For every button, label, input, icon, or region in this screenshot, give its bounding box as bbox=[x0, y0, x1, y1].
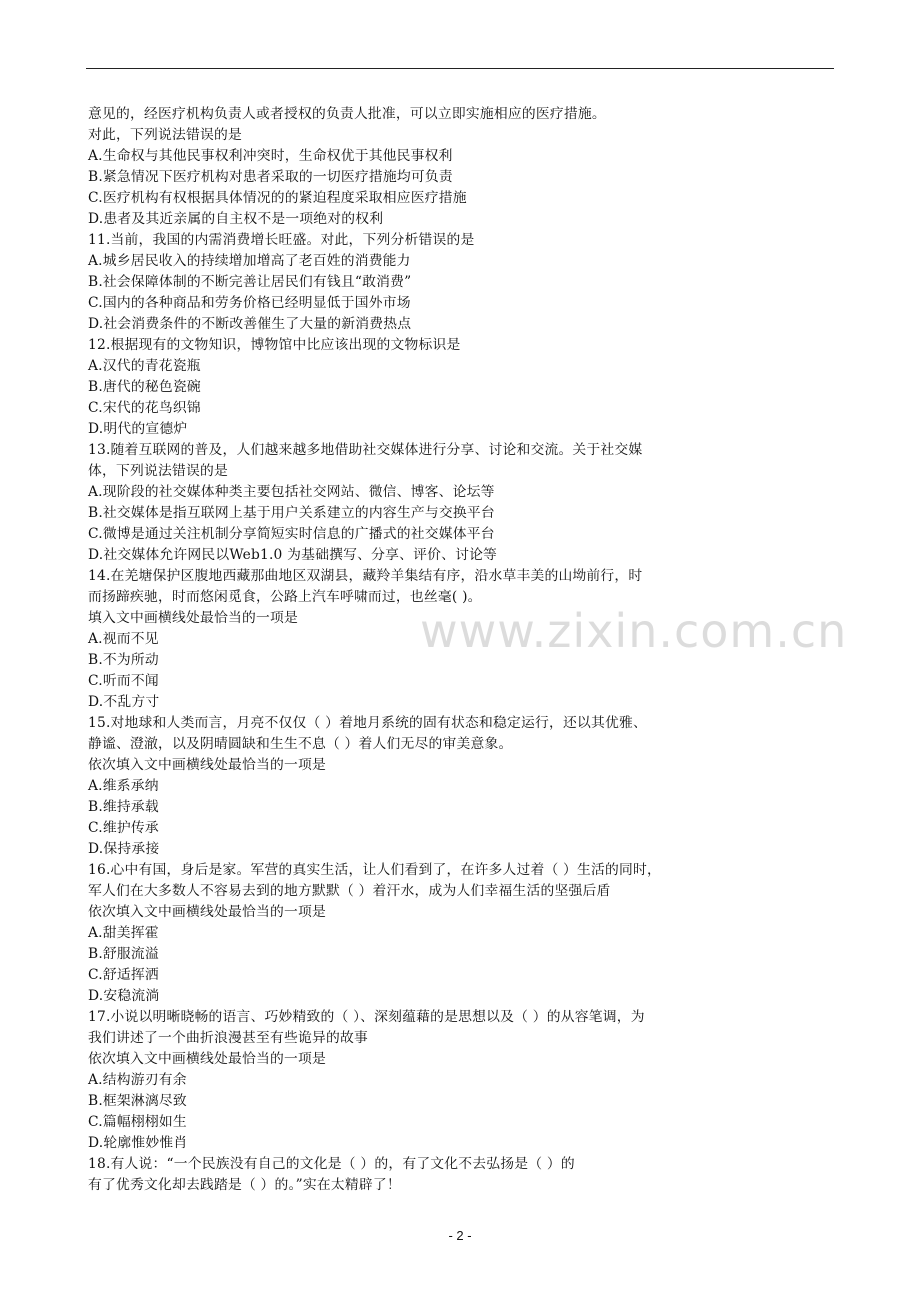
text-line: 依次填入文中画横线处最恰当的一项是 bbox=[88, 1051, 326, 1067]
text-line: 15.对地球和人类而言，月亮不仅仅（ ）着地月系统的固有状态和稳定运行，还以其优雅、 bbox=[88, 715, 648, 731]
text-line: 17.小说以明晰晓畅的语言、巧妙精致的（ ）、深刻蕴藉的是思想以及（ ）的从容笔调，为 bbox=[88, 1009, 645, 1025]
text-line: 11.当前，我国的内需消费增长旺盛。对此，下列分析错误的是 bbox=[88, 232, 475, 248]
text-line: C.舒适挥洒 bbox=[88, 967, 159, 983]
text-line: B.唐代的秘色瓷碗 bbox=[88, 379, 201, 395]
text-line: B.框架淋漓尽致 bbox=[88, 1093, 187, 1109]
text-line: D.保持承接 bbox=[88, 841, 160, 857]
text-line: 有了优秀文化却去践踏是（ ）的。”实在太精辟了！ bbox=[88, 1177, 401, 1193]
text-line: D.明代的宣德炉 bbox=[88, 421, 188, 437]
text-line: D.安稳流淌 bbox=[88, 988, 160, 1004]
text-line: 依次填入文中画横线处最恰当的一项是 bbox=[88, 904, 326, 920]
header-rule bbox=[86, 68, 834, 69]
text-line: 静谧、澄澈，以及阴晴圆缺和生生不息（ ）着人们无尽的审美意象。 bbox=[88, 736, 513, 752]
text-line: A.结构游刃有余 bbox=[88, 1072, 187, 1088]
text-line: 13.随着互联网的普及，人们越来越多地借助社交媒体进行分享、讨论和交流。关于社交媒 bbox=[88, 442, 643, 458]
text-line: B.社交媒体是指互联网上基于用户关系建立的内容生产与交换平台 bbox=[88, 505, 495, 521]
text-line: A.城乡居民收入的持续增加增高了老百姓的消费能力 bbox=[88, 253, 411, 269]
text-line: D.社交媒体允许网民以Web1.0 为基础撰写、分享、评价、讨论等 bbox=[88, 547, 498, 563]
text-line: 我们讲述了一个曲折浪漫甚至有些诡异的故事 bbox=[88, 1030, 368, 1046]
text-line: 对此，下列说法错误的是 bbox=[88, 127, 242, 143]
text-line: A.甜美挥霍 bbox=[88, 925, 159, 941]
text-line: B.不为所动 bbox=[88, 652, 159, 668]
text-line: 填入文中画横线处最恰当的一项是 bbox=[88, 610, 298, 626]
watermark: www.zixin.com.cn bbox=[420, 604, 848, 658]
text-line: C.宋代的花鸟织锦 bbox=[88, 400, 201, 416]
text-line: D.社会消费条件的不断改善催生了大量的新消费热点 bbox=[88, 316, 412, 332]
text-line: C.国内的各种商品和劳务价格已经明显低于国外市场 bbox=[88, 295, 411, 311]
text-line: B.社会保障体制的不断完善让居民们有钱且“敢消费” bbox=[88, 274, 412, 290]
text-line: 体，下列说法错误的是 bbox=[88, 463, 228, 479]
text-line: C.医疗机构有权根据具体情况的的紧迫程度采取相应医疗措施 bbox=[88, 190, 467, 206]
text-line: 16.心中有国，身后是家。军营的真实生活，让人们看到了，在许多人过着（ ）生活的同时， bbox=[88, 862, 662, 878]
text-line: A.汉代的青花瓷瓶 bbox=[88, 358, 201, 374]
text-line: B.维持承载 bbox=[88, 799, 159, 815]
document-body bbox=[88, 104, 828, 1196]
text-line: D.轮廓惟妙惟肖 bbox=[88, 1135, 188, 1151]
text-line: A.生命权与其他民事权利冲突时，生命权优于其他民事权利 bbox=[88, 148, 453, 164]
text-line: 意见的，经医疗机构负责人或者授权的负责人批准，可以立即实施相应的医疗措施。 bbox=[88, 106, 606, 122]
text-line: A.现阶段的社交媒体种类主要包括社交网站、微信、博客、论坛等 bbox=[88, 484, 495, 500]
text-line: A.维系承纳 bbox=[88, 778, 159, 794]
text-line: C.听而不闻 bbox=[88, 673, 159, 689]
text-line: 军人们在大多数人不容易去到的地方默默（ ）着汗水，成为人们幸福生活的坚强后盾 bbox=[88, 883, 611, 899]
text-line: D.不乱方寸 bbox=[88, 694, 160, 710]
text-line: B.舒服流溢 bbox=[88, 946, 159, 962]
text-line: C.篇幅栩栩如生 bbox=[88, 1114, 187, 1130]
text-line: A.视而不见 bbox=[88, 631, 159, 647]
text-line: 14.在羌塘保护区腹地西藏那曲地区双湖县，藏羚羊集结有序，沿水草丰美的山坳前行，时 bbox=[88, 568, 643, 584]
text-line: 12.根据现有的文物知识，博物馆中比应该出现的文物标识是 bbox=[88, 337, 461, 353]
text-line: D.患者及其近亲属的自主权不是一项绝对的权利 bbox=[88, 211, 384, 227]
text-line: 18.有人说：“一个民族没有自己的文化是（ ）的，有了文化不去弘扬是（ ）的 bbox=[88, 1156, 575, 1172]
text-line: 而扬蹄疾驰，时而悠闲觅食，公路上汽车呼啸而过，也丝毫( )。 bbox=[88, 589, 482, 605]
text-line: C.维护传承 bbox=[88, 820, 159, 836]
text-line: B.紧急情况下医疗机构对患者采取的一切医疗措施均可负责 bbox=[88, 169, 453, 185]
page-number: - 2 - bbox=[448, 1228, 472, 1243]
text-line: 依次填入文中画横线处最恰当的一项是 bbox=[88, 757, 326, 773]
text-line: C.微博是通过关注机制分享简短实时信息的广播式的社交媒体平台 bbox=[88, 526, 495, 542]
